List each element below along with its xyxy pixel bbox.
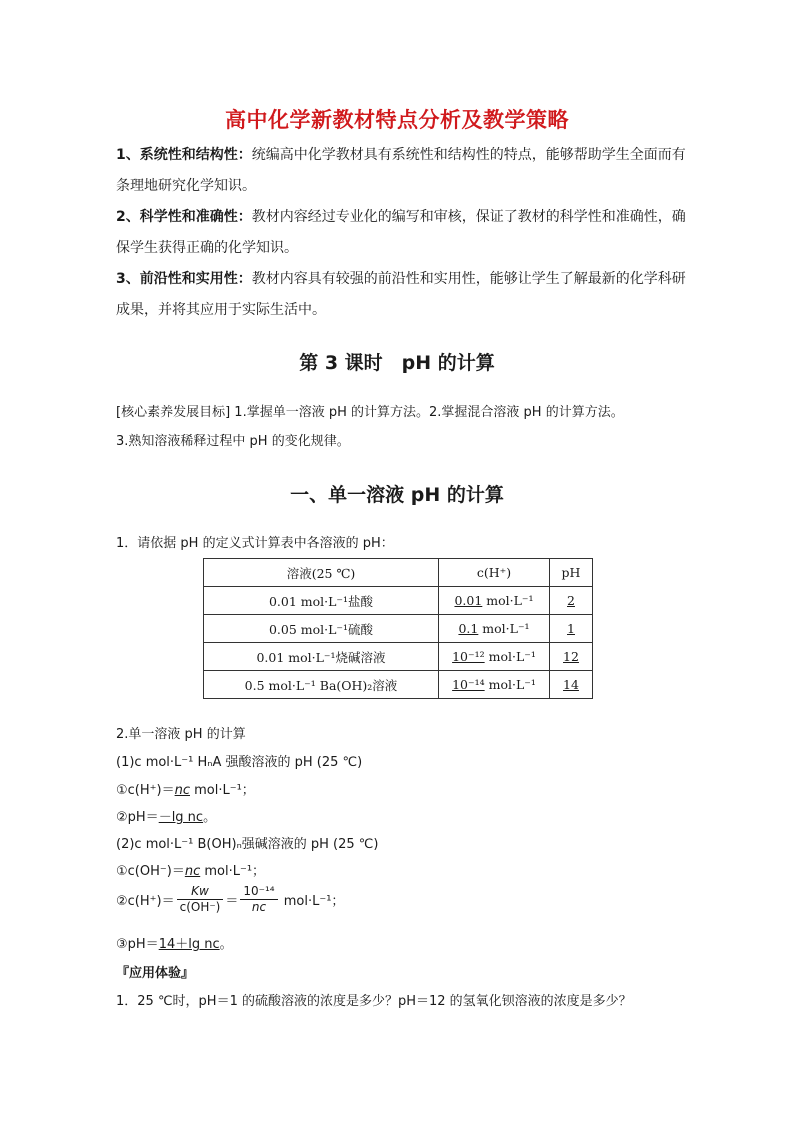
feature-paragraph-1 xyxy=(116,140,686,202)
feature-paragraph-3 xyxy=(116,264,686,326)
feature-text: 统编高中化学教材具有系统性和结构性的特点，能够帮助学生全面而有条理地研究化学知识。 xyxy=(116,147,686,194)
cell-solution: 0.01 mol·L⁻¹盐酸 xyxy=(204,587,439,615)
goals-line-1: 1.掌握单一溶液 pH 的计算方法。2.掌握混合溶液 pH 的计算方法。 xyxy=(234,405,624,420)
section-title: 一、单一溶液 pH 的计算 xyxy=(290,484,504,506)
core-goals xyxy=(116,398,696,456)
fraction-kw: $\frac{Kw}{c(OH^-)}$ xyxy=(177,884,224,915)
cell-ph: 12 xyxy=(550,643,593,671)
acid-step-1: ①c(H⁺)＝nc mol·L⁻¹； xyxy=(116,783,255,798)
cell-solution: 0.05 mol·L⁻¹硫酸 xyxy=(204,615,439,643)
table-row xyxy=(204,643,593,671)
acid-step-2: ②pH＝－lg nc。 xyxy=(116,810,217,825)
header-ph: pH xyxy=(550,559,593,587)
cell-concentration: 0.01 mol·L⁻¹ xyxy=(439,587,550,615)
table-row xyxy=(204,615,593,643)
cell-solution: 0.01 mol·L⁻¹烧碱溶液 xyxy=(204,643,439,671)
question-2: 2.单一溶液 pH 的计算 xyxy=(116,727,246,742)
cell-concentration: 10⁻¹⁴ mol·L⁻¹ xyxy=(439,671,550,699)
document-title: 高中化学新教材特点分析及教学策略 xyxy=(225,108,569,132)
practice-question-1: 1．25 ℃时，pH＝1 的硫酸溶液的浓度是多少？pH＝12 的氢氧化钡溶液的浓度是多少？ xyxy=(116,994,632,1009)
goals-line-2: 3.熟知溶液稀释过程中 pH 的变化规律。 xyxy=(116,434,350,449)
goals-label: [核心素养发展目标] xyxy=(116,405,231,420)
answer-blank: nc xyxy=(184,864,201,879)
feature-text: 教材内容经过专业化的编写和审核，保证了教材的科学性和准确性，确保学生获得正确的化学知识。 xyxy=(116,209,686,256)
cell-ph: 1 xyxy=(550,615,593,643)
base-step-3: ③pH＝14＋lg nc。 xyxy=(116,937,233,952)
table-row xyxy=(204,671,593,699)
base-step-2: ②c(H⁺)＝ $\frac{Kw}{c(OH^-)}$ ＝ $\frac{\text{10⁻¹⁴}}{nc}$ mol·L⁻¹； xyxy=(116,884,345,914)
cell-concentration: 10⁻¹² mol·L⁻¹ xyxy=(439,643,550,671)
acid-title: (1)c mol·L⁻¹ HₙA 强酸溶液的 pH (25 ℃) xyxy=(116,755,363,770)
feature-term: 2、科学性和准确性： xyxy=(116,209,252,225)
header-concentration: c(H⁺) xyxy=(439,559,550,587)
base-step-1: ①c(OH⁻)＝nc mol·L⁻¹； xyxy=(116,864,266,879)
answer-blank: 14＋lg nc xyxy=(158,937,220,952)
practice-label: 『应用体验』 xyxy=(116,966,195,981)
cell-ph: 14 xyxy=(550,671,593,699)
fraction-ion-product: $\frac{\text{10⁻¹⁴}}{nc}$ xyxy=(240,884,277,915)
cell-ph: 2 xyxy=(550,587,593,615)
feature-paragraph-2 xyxy=(116,202,686,264)
table-header-row xyxy=(204,559,593,587)
header-solution: 溶液(25 ℃) xyxy=(204,559,439,587)
table-row xyxy=(204,587,593,615)
feature-text: 教材内容具有较强的前沿性和实用性，能够让学生了解最新的化学科研成果，并将其应用于实际生活中。 xyxy=(116,271,686,318)
question-1: 1．请依据 pH 的定义式计算表中各溶液的 pH： xyxy=(116,536,394,551)
feature-term: 3、前沿性和实用性： xyxy=(116,271,252,287)
cell-solution: 0.5 mol·L⁻¹ Ba(OH)₂溶液 xyxy=(204,671,439,699)
ph-table xyxy=(203,558,593,699)
base-title: (2)c mol·L⁻¹ B(OH)ₙ强碱溶液的 pH (25 ℃) xyxy=(116,837,379,852)
answer-blank: －lg nc xyxy=(158,810,204,825)
lesson-title: 第 3 课时 pH 的计算 xyxy=(299,352,495,374)
answer-blank: nc xyxy=(174,783,190,798)
feature-term: 1、系统性和结构性： xyxy=(116,147,252,163)
cell-concentration: 0.1 mol·L⁻¹ xyxy=(439,615,550,643)
